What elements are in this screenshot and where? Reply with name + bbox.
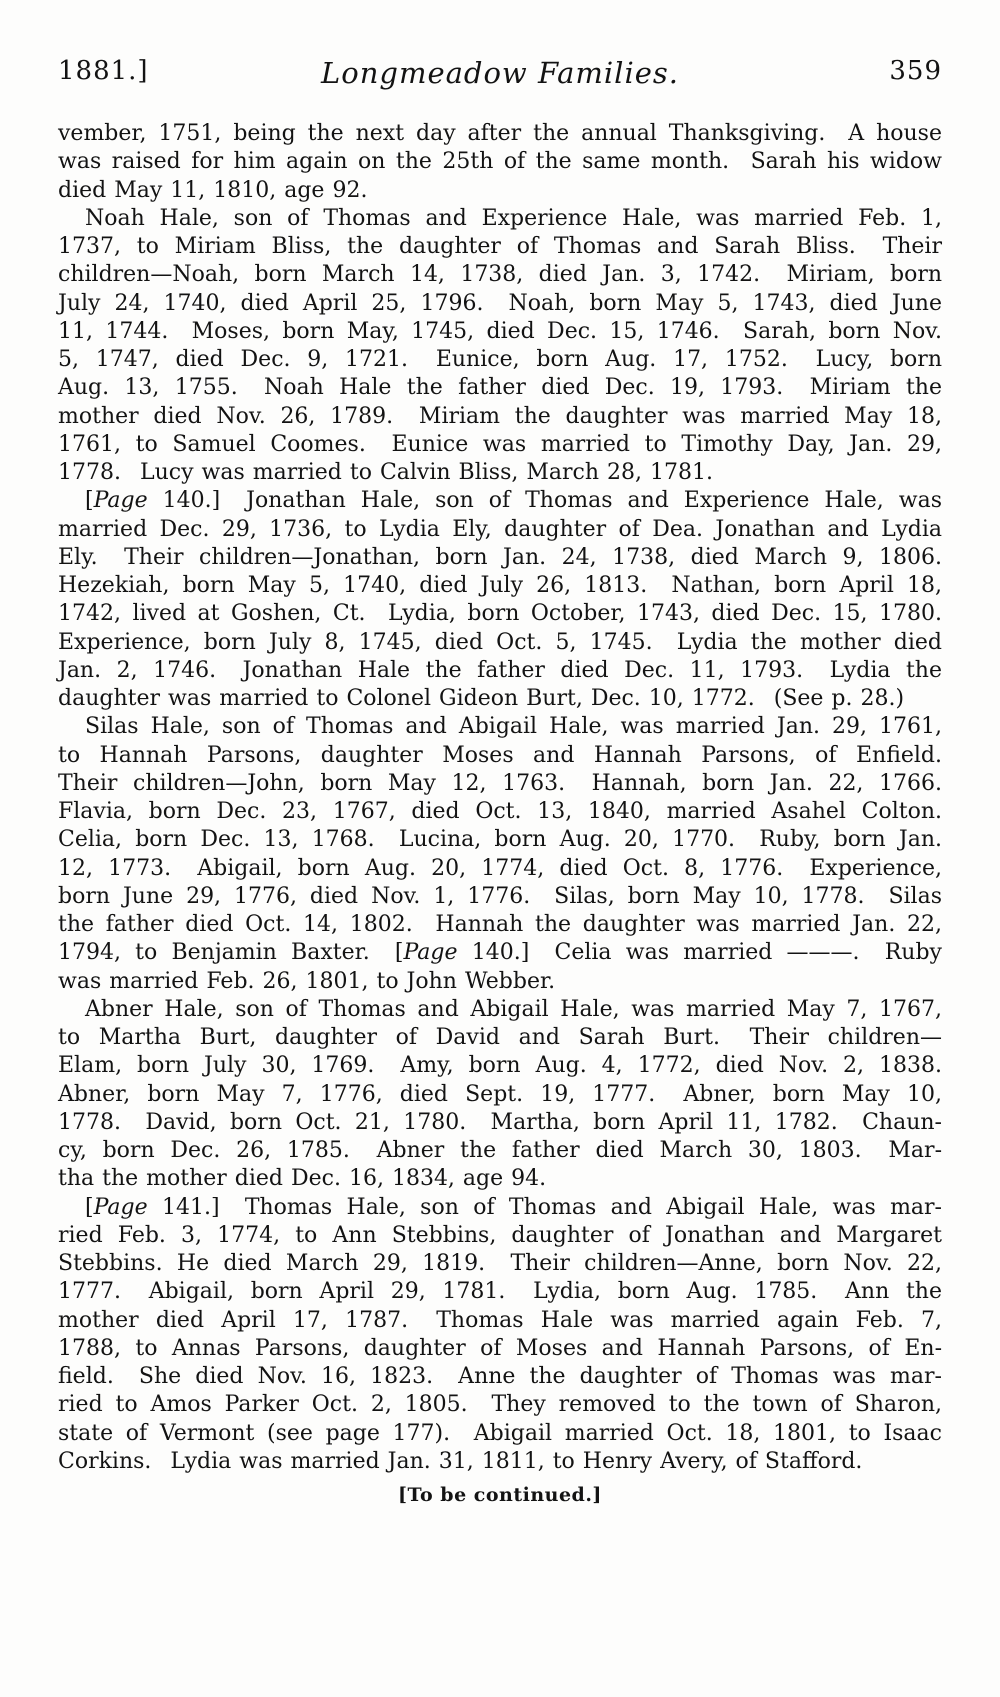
text-line: 1778. David, born Oct. 21, 1780. Martha, born April 11, 1782. Chaun- — [58, 1109, 942, 1135]
text-line: Their children—John, born May 12, 1763. Hannah, born Jan. 22, 1766. — [58, 770, 942, 796]
text-line: Jan. 2, 1746. Jonathan Hale the father died Dec. 11, 1793. Lydia the — [58, 657, 942, 683]
text-line: children—Noah, born March 14, 1738, died Jan. 3, 1742. Miriam, born — [58, 262, 942, 288]
text-line: ried Feb. 3, 1774, to Ann Stebbins, daughter of Jonathan and Margaret — [58, 1222, 942, 1248]
text-line: Stebbins. He died March 29, 1819. Their children—Anne, born Nov. 22, — [58, 1251, 942, 1276]
text-line: to Martha Burt, daughter of David and Sarah Burt. Their children— — [58, 1025, 942, 1050]
text-line: married Dec. 29, 1736, to Lydia Ely, daughter of Dea. Jonathan and Lydia — [58, 516, 942, 542]
text-line: Abner, born May 7, 1776, died Sept. 19, 1777. Abner, born May 10, — [58, 1081, 942, 1107]
text-line: was married Feb. 26, 1801, to John Webber. — [58, 968, 556, 994]
text-line: to Hannah Parsons, daughter Moses and Hannah Parsons, of Enfield. — [58, 742, 942, 768]
text-line: died May 11, 1810, age 92. — [58, 177, 368, 203]
text-line: 1777. Abigail, born April 29, 1781. Lydia, born Aug. 1785. Ann the — [58, 1279, 942, 1305]
paragraph — [58, 487, 942, 713]
paragraph — [58, 205, 942, 488]
text-line: vember, 1751, being the next day after the annual Thanksgiving. A house — [58, 121, 942, 146]
text-line: 5, 1747, died Dec. 9, 1721. Eunice, born Aug. 17, 1752. Lucy, born — [58, 347, 942, 372]
text-line: Silas Hale, son of Thomas and Abigail Hale, was married Jan. 29, 1761, — [85, 714, 942, 740]
text-line: 1794, to Benjamin Baxter. [Page 140.] Celia was married ———. Ruby — [58, 940, 942, 966]
text-line: tha the mother died Dec. 16, 1834, age 94. — [58, 1166, 547, 1192]
text-line: 1742, lived at Goshen, Ct. Lydia, born October, 1743, died Dec. 15, 1780. — [58, 601, 942, 627]
text-line: Noah Hale, son of Thomas and Experience Hale, was married Feb. 1, — [85, 205, 942, 231]
text-line: cy, born Dec. 26, 1785. Abner the father died March 30, 1803. Mar- — [58, 1138, 942, 1163]
text-line: mother died Nov. 26, 1789. Miriam the daughter was married May 18, — [58, 403, 942, 429]
text-line: Aug. 13, 1755. Noah Hale the father died Dec. 19, 1793. Miriam the — [58, 375, 942, 401]
text-line: field. She died Nov. 16, 1823. Anne the daughter of Thomas was mar- — [58, 1364, 942, 1389]
text-line: July 24, 1740, died April 25, 1796. Noah, born May 5, 1743, died June — [58, 290, 942, 316]
paragraph — [58, 120, 942, 205]
text-line: Hezekiah, born May 5, 1740, died July 26, 1813. Nathan, born April 18, — [58, 573, 942, 598]
text-line: 1761, to Samuel Coomes. Eunice was married to Timothy Day, Jan. 29, — [58, 431, 942, 457]
text-line: was raised for him again on the 25th of the same month. Sarah his widow — [58, 149, 942, 175]
page-header — [58, 56, 942, 90]
text-line: daughter was married to Colonel Gideon Burt, Dec. 10, 1772. (See p. 28.) — [58, 686, 905, 711]
text-line: [Page 140.] Jonathan Hale, son of Thomas and Experience Hale, was — [85, 488, 942, 514]
header-title: Longmeadow Families. — [320, 56, 679, 90]
text-line: ried to Amos Parker Oct. 2, 1805. They removed to the town of Sharon, — [58, 1392, 942, 1418]
text-line: Corkins. Lydia was married Jan. 31, 1811, to Henry Avery, of Stafford. — [58, 1448, 863, 1474]
text-line: 1737, to Miriam Bliss, the daughter of Thomas and Sarah Bliss. Their — [58, 234, 942, 259]
text-line: Flavia, born Dec. 23, 1767, died Oct. 13, 1840, married Asahel Colton. — [58, 799, 942, 824]
text-line: Elam, born July 30, 1769. Amy, born Aug. 4, 1772, died Nov. 2, 1838. — [58, 1053, 942, 1079]
text-line: born June 29, 1776, died Nov. 1, 1776. Silas, born May 10, 1778. Silas — [58, 883, 942, 909]
text-line: [Page 141.] Thomas Hale, son of Thomas and Abigail Hale, was mar- — [85, 1194, 942, 1220]
text-line: 11, 1744. Moses, born May, 1745, died Dec. 15, 1746. Sarah, born Nov. — [58, 318, 942, 344]
text-line: 1788, to Annas Parsons, daughter of Moses and Hannah Parsons, of En- — [58, 1335, 942, 1361]
paragraph — [58, 996, 942, 1194]
text-line: the father died Oct. 14, 1802. Hannah the daughter was married Jan. 22, — [58, 912, 942, 937]
text-line: mother died April 17, 1787. Thomas Hale was married again Feb. 7, — [58, 1307, 942, 1333]
paragraph — [58, 713, 942, 996]
text-line: 12, 1773. Abigail, born Aug. 20, 1774, died Oct. 8, 1776. Experience, — [58, 855, 942, 881]
paragraph — [58, 1194, 942, 1477]
text-line: Ely. Their children—Jonathan, born Jan. 24, 1738, died March 9, 1806. — [58, 544, 942, 570]
text-line: state of Vermont (see page 177). Abigail married Oct. 18, 1801, to Isaac — [58, 1420, 942, 1446]
continuation-note: [To be continued.] — [398, 1484, 602, 1506]
text-line: Celia, born Dec. 13, 1768. Lucina, born Aug. 20, 1770. Ruby, born Jan. — [58, 827, 942, 853]
text-line: Abner Hale, son of Thomas and Abigail Hale, was married May 7, 1767, — [85, 996, 942, 1022]
text-line: Experience, born July 8, 1745, died Oct. 5, 1745. Lydia the mother died — [58, 629, 942, 655]
body-text — [58, 120, 942, 1476]
header-page-number: 359 — [889, 56, 942, 86]
header-year: 1881.] — [58, 56, 149, 86]
text-line: 1778. Lucy was married to Calvin Bliss, March 28, 1781. — [58, 460, 713, 485]
